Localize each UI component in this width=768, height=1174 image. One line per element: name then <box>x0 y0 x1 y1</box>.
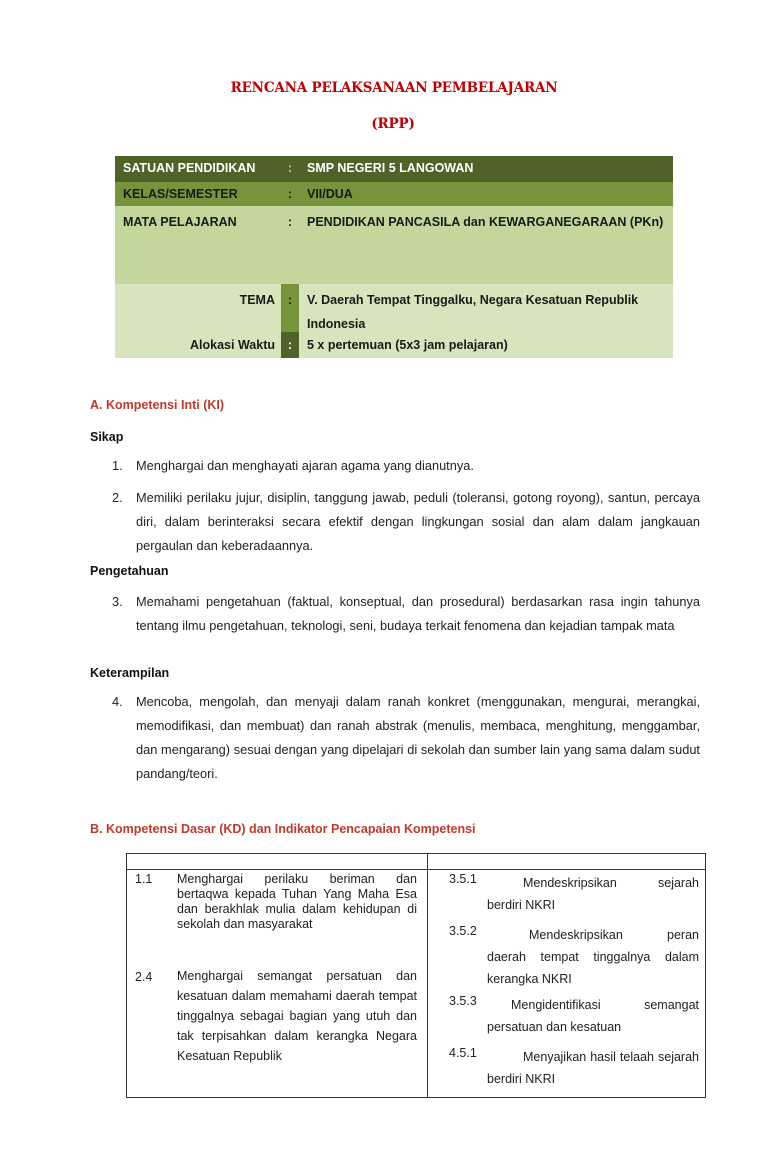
identity-row-theme <box>115 284 673 332</box>
list-item <box>112 486 700 558</box>
kd-text: Menghargai perilaku beriman dan bertaqwa kepada Tuhan Yang Maha Esa dan berakhlak mulia dalam kehidupan di sekolah dan masyarakat <box>177 872 417 931</box>
list-item-number: 3. <box>112 594 123 609</box>
identity-value: 5 x pertemuan (5x3 jam pelajaran) <box>307 338 508 352</box>
indicator-number: 3.5.1 <box>449 872 477 886</box>
identity-value: SMP NEGERI 5 LANGOWAN <box>307 161 474 175</box>
indicator-text: Mengidentifikasi semangat persatuan dan kesatuan <box>487 998 699 1034</box>
kd-table-header <box>127 854 705 870</box>
list-item <box>112 690 700 786</box>
identity-value: V. Daerah Tempat Tinggalku, Negara Kesatuan Republik Indonesia <box>307 293 639 331</box>
indicator-number: 3.5.2 <box>449 924 477 938</box>
kd-table <box>126 853 706 1098</box>
identity-value: VII/DUA <box>307 187 353 201</box>
list-item <box>112 454 700 478</box>
group-title-keterampilan: Keterampilan <box>90 666 170 680</box>
group-title-sikap: Sikap <box>90 430 124 444</box>
list-item-text: Mencoba, mengolah, dan menyaji dalam ranah konkret (menggunakan, mengurai, merangkai, memodifikasi, dan membuat) dan ranah abstrak (menulis, membaca, menghitung, menggambar, dan mengarang) sesuai dengan yang dipelajari di sekolah dan sumber lain yang sama dalam sudut pandang/teori. <box>136 694 700 781</box>
identity-colon: : <box>287 161 293 175</box>
group-title-pengetahuan: Pengetahuan <box>90 564 169 578</box>
indicator-text: Menyajikan hasil telaah sejarah berdiri NKRI <box>487 1050 699 1086</box>
identity-label: SATUAN PENDIDIKAN <box>123 161 256 175</box>
list-item-number: 2. <box>112 490 123 505</box>
identity-label: KELAS/SEMESTER <box>123 187 238 201</box>
identity-row-time <box>115 332 673 358</box>
identity-colon: : <box>287 215 293 229</box>
indicator-text: Mendeskripsikan sejarah berdiri NKRI <box>487 876 699 912</box>
identity-colon: : <box>281 332 299 358</box>
kd-text: Menghargai semangat persatuan dan kesatuan dalam memahami daerah tempat tinggalnya sebagai bagian yang utuh dan tak terpisahkan dalam kerangka Negara Kesatuan Republik <box>177 969 417 1063</box>
identity-label: Alokasi Waktu <box>190 338 275 352</box>
indicator-number: 4.5.1 <box>449 1046 477 1060</box>
kd-number: 1.1 <box>135 872 153 886</box>
indicator-text: Mendeskripsikan peran daerah tempat tinggalnya dalam kerangka NKRI <box>487 928 699 986</box>
identity-row-class <box>115 182 673 206</box>
list-item-text: Memiliki perilaku jujur, disiplin, tanggung jawab, peduli (toleransi, gotong royong), santun, percaya diri, dalam berinteraksi secara efektif dengan lingkungan sosial dan alam dalam jangkauan pergaulan dan keberadaannya. <box>136 490 700 553</box>
identity-colon: : <box>281 284 299 332</box>
identity-row-school <box>115 156 673 182</box>
section-b-heading: B. Kompetensi Dasar (KD) dan Indikator Pencapaian Kompetensi <box>90 822 476 836</box>
list-item-number: 4. <box>112 694 123 709</box>
kd-table-divider <box>427 854 428 1097</box>
list-item-number: 1. <box>112 458 123 473</box>
identity-label: MATA PELAJARAN <box>123 215 237 229</box>
identity-value: PENDIDIKAN PANCASILA dan KEWARGANEGARAAN (PKn) <box>307 215 664 229</box>
identity-label: TEMA <box>239 293 275 307</box>
identity-table <box>115 156 673 358</box>
list-item-text: Memahami pengetahuan (faktual, konseptual, dan prosedural) berdasarkan rasa ingin tahunya tentang ilmu pengetahuan, teknologi, seni, budaya terkait fenomena dan kejadian tampak mata <box>136 594 700 633</box>
document-title: RENCANA PELAKSANAAN PEMBELAJARAN <box>230 80 558 96</box>
identity-colon: : <box>287 187 293 201</box>
list-item-text: Menghargai dan menghayati ajaran agama yang dianutnya. <box>136 458 474 473</box>
section-a-heading: A. Kompetensi Inti (KI) <box>90 398 225 412</box>
indicator-number: 3.5.3 <box>449 994 477 1008</box>
kd-number: 2.4 <box>135 970 153 984</box>
identity-row-subject <box>115 206 673 284</box>
list-item <box>112 590 700 638</box>
document-subtitle: (RPP) <box>371 116 415 132</box>
